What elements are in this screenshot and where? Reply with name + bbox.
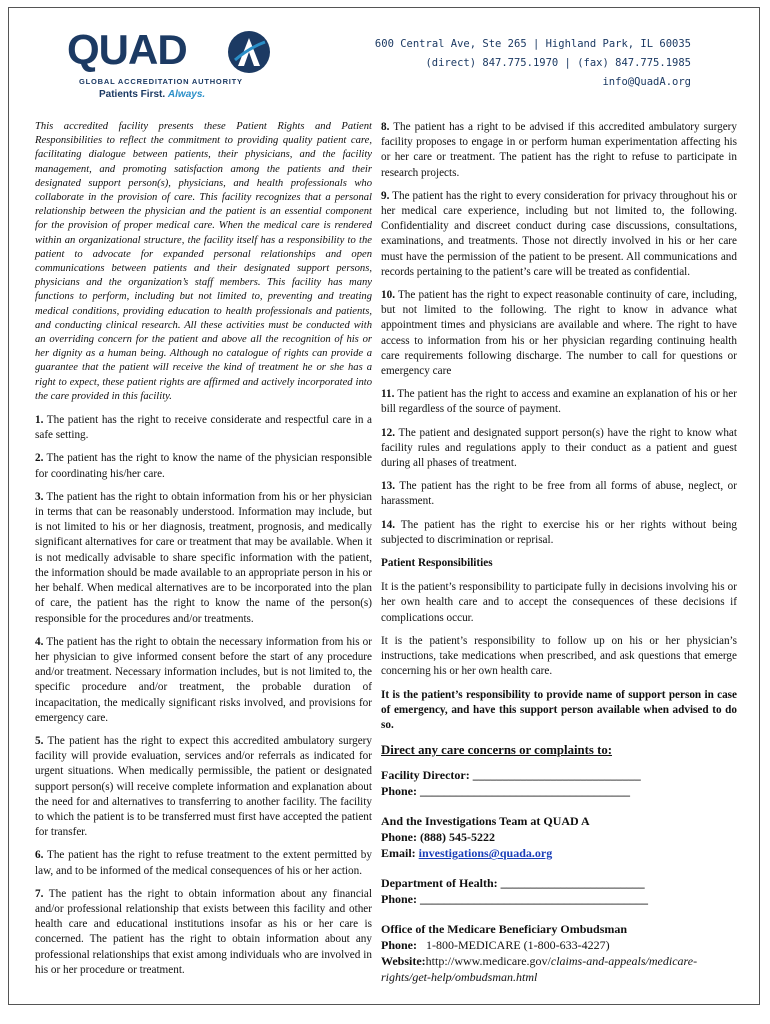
patient-right-14: 14. The patient has the right to exercise his or her rights without being subjected to discrimination or reprisal. <box>381 518 737 546</box>
left-column <box>35 120 372 986</box>
investigations-email-link[interactable]: investigations@quada.org <box>418 846 553 861</box>
logo-a-mark-icon <box>227 30 271 74</box>
rights-list-right <box>381 120 737 548</box>
ombudsman-website[interactable]: Website:http://www.medicare.gov/claims-and-appeals/medicare-rights/get-help/ombudsman.html <box>381 954 698 985</box>
patient-right-9: 9. The patient has the right to every consideration for privacy throughout his or her medical care experience, including but not limited to, the following. Confidentiality and discreet conduct during case discussions, consultations, examinations, and treatments. Those not directly involved in his or her care must have the permission of the patient to be present. All communications and records pertaining to the patient’s care will be treated as confidential. <box>381 189 737 278</box>
patient-right-8: 8. The patient has a right to be advised if this accredited ambulatory surgery facility proposes to engage in or perform human experimentation affecting his or her care or treatment. The patient has the right to refuse to participate in research projects. <box>381 121 737 179</box>
investigations-title: And the Investigations Team at QUAD A <box>381 814 590 829</box>
facility-phone-field[interactable]: Phone: ___________________________________ <box>381 784 630 799</box>
patient-right-2: 2. The patient has the right to know the name of the physician responsible for coordinating his/her care. <box>35 452 372 480</box>
patient-right-4: 4. The patient has the right to obtain the necessary information from his or her physician to give informed consent before the start of any procedure and/or treatment. Necessary information includes, but is not limited to, the specific procedure and/or treatment, the probable duration of incapacitation, the medically significant risks involved, and provisions for emergency care. <box>35 635 372 724</box>
intro-paragraph: This accredited facility presents these Patient Rights and Patient Responsibilities to reflect the commitment to providing quality patient care, facilitating dialogue between patients, their physicians, and the facility management, and promoting satisfaction among the patients and their designated support person(s), physicians, and health professionals who collaborate in the provision of care. This facility recognizes that a personal relationship between the physician and the patient is an essential component for the provision of proper medical care. When the medical care is rendered within an organizational structure, the facility itself has a responsibility to the patient to advocate for expanded personal relationships and open communications between patients and their designated support persons, physicians and the organization’s staff members. This facility has many functions to perform, including but not limited to, preventing and treating medical conditions, providing education to health professionals and patients, and conducting clinical research. All these activities must be conducted with an overriding concern for the patient and above all the recognition of his or her dignity as a human being. Although no catalogue of rights can provide a guarantee that the patient will receive the kind of treatment he or she has a right to expect, these patient rights are affirmed and actively incorporated into the care provided in this facility. <box>35 121 372 402</box>
rights-list-left <box>35 413 372 978</box>
logo-tagline: Patients First. Always. <box>99 89 206 100</box>
patient-right-13: 13. The patient has the right to be free from all forms of abuse, neglect, or harassment. <box>381 480 737 508</box>
responsibility-1: It is the patient’s responsibility to participate fully in decisions involving his or her own health care and to accept the consequences of these decisions if complications occur. <box>381 581 737 624</box>
patient-right-1: 1. The patient has the right to receive considerate and respectful care in a safe setting. <box>35 414 372 442</box>
investigations-email-row: Email: investigations@quada.org <box>381 846 553 861</box>
right-column <box>381 120 737 985</box>
responsibility-2: It is the patient’s responsibility to follow up on his or her physician’s instructions, take medications when prescribed, and ask questions that emerge concerning his or her own health care. <box>381 634 737 678</box>
patient-right-5: 5. The patient has the right to expect this accredited ambulatory surgery facility will provide evaluation, services and/or referrals as indicated for urgent situations. When medically permissible, the patient or designated support person(s) will receive complete information and explanation about the need for and alternatives to transferring to another facility. The facility to which the patient is to be transferred must first have accepted the patient for transfer. <box>35 734 372 839</box>
patient-right-3: 3. The patient has the right to obtain information from his or her physician in terms that can be reasonably understood. Information may include, but is not limited to his or her diagnosis, treatment, prognosis, and medically significant alternatives for care or treatment that may be available. When it is not medically advisable to share specific information with the patient, the information should be made available to an appropriate person in his or her behalf. When medical alternatives are to be incorporated into the plan of care, the patient has the right to know the name of the person(s) responsible for the procedures and/or treatments. <box>35 490 372 625</box>
logo-subtitle: GLOBAL ACCREDITATION AUTHORITY <box>79 77 243 86</box>
patient-right-7: 7. The patient has the right to obtain information about any financial and/or professional relationship that exists between this facility and other health care and educational institutions insofar as his or her care is concerned. The patient has the right to obtain information about any professional relationships that exist among individuals who are involved in his or her procedure or treatment. <box>35 887 372 976</box>
doh-phone-field[interactable]: Phone: ______________________________________ <box>381 892 648 907</box>
document-page <box>8 7 760 1005</box>
patient-right-11: 11. The patient has the right to access and examine an explanation of his or her bill regardless of the source of payment. <box>381 388 737 416</box>
header-phones: (direct) 847.775.1970 | (fax) 847.775.1985 <box>425 57 691 69</box>
logo-wordmark: QUAD <box>67 26 187 73</box>
patient-right-10: 10. The patient has the right to expect reasonable continuity of care, including, but not limited to the following. The right to know in advance what appointment times and physicians are available and where. The right to have access to information from his or her physician regarding continuing health care requirements following discharge. The number to call for questions or emergency care <box>381 289 737 378</box>
patient-right-6: 6. The patient has the right to refuse treatment to the extent permitted by law, and to be informed of the medical consequences of his or her action. <box>35 849 372 877</box>
header-address: 600 Central Ave, Ste 265 | Highland Park, IL 60035 <box>374 38 691 50</box>
direct-concerns-heading: Direct any care concerns or complaints to: <box>381 743 613 758</box>
quad-a-logo <box>67 28 267 102</box>
doh-title-field[interactable]: Department of Health: ________________________ <box>381 876 645 891</box>
ombudsman-block: Office of the Medicare Beneficiary Ombudsman Phone: 1-800-MEDICARE (1-800-633-4227) Website:http://www.medicare.gov/claims-and-appeals/medicare-rights/get-help/ombudsman.html <box>381 921 737 985</box>
investigations-block <box>381 813 737 861</box>
patient-right-12: 12. The patient and designated support person(s) have the right to know what facility rules and regulations apply to their conduct as a patient and guest during all phases of treatment. <box>381 426 737 470</box>
responsibility-3: It is the patient’s responsibility to provide name of support person in case of emergency, and have this support person available when advised to do so. <box>381 688 737 731</box>
facility-contact-block <box>381 767 737 799</box>
investigations-phone: Phone: (888) 545-5222 <box>381 830 495 845</box>
department-of-health-block <box>381 875 737 907</box>
ombudsman-phone: 1-800-MEDICARE (1-800-633-4227) <box>426 938 610 953</box>
header-email[interactable]: info@QuadA.org <box>602 76 691 88</box>
responsibilities-heading: Patient Responsibilities <box>381 557 493 570</box>
header-contact <box>375 35 691 92</box>
facility-director-field[interactable]: Facility Director: ____________________________ <box>381 768 641 783</box>
ombudsman-title: Office of the Medicare Beneficiary Ombudsman <box>381 922 628 937</box>
